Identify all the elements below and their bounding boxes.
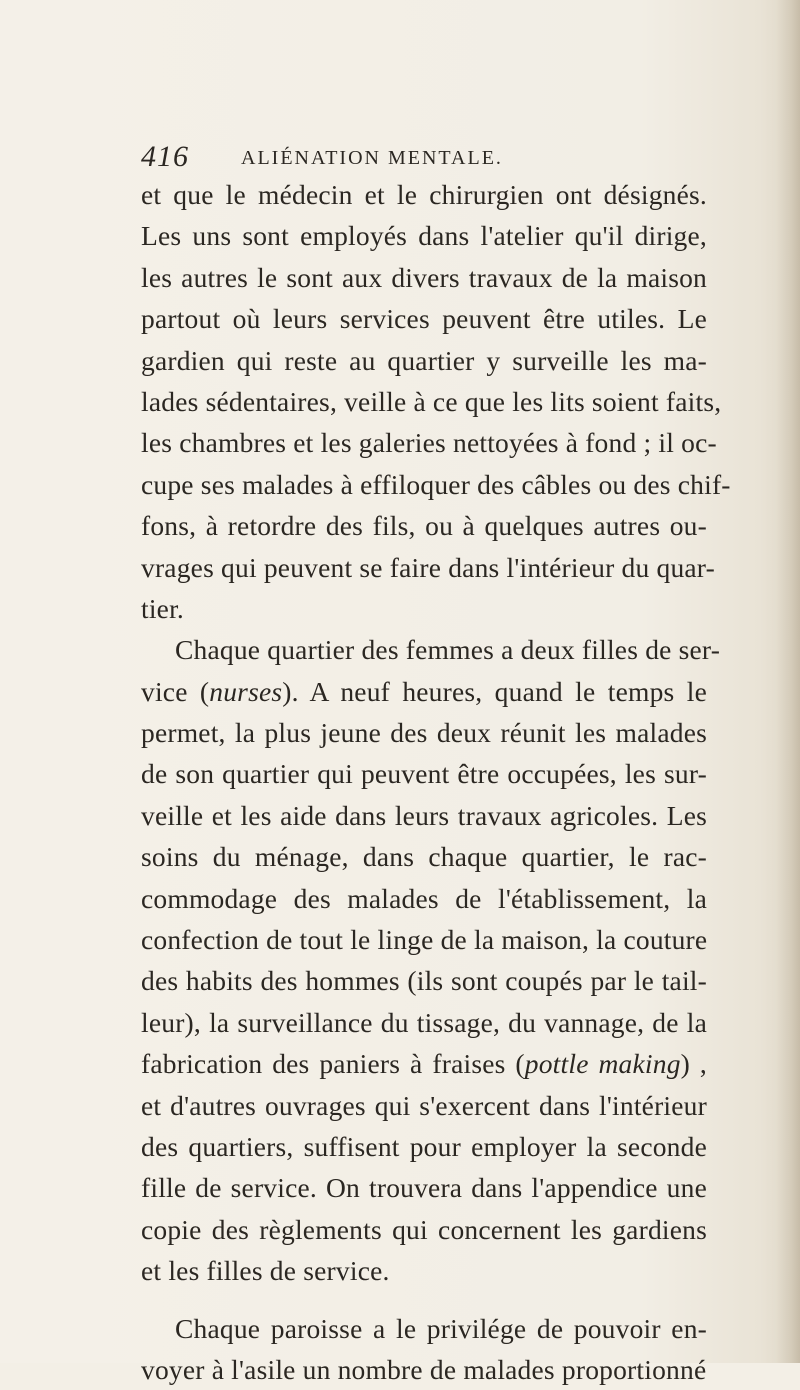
text-line: confection de tout le linge de la maison, la couture xyxy=(141,924,708,956)
text-line: lades sédentaires, veille à ce que les lits soient faits, xyxy=(141,385,722,417)
text-line: partout où leurs services peuvent être utiles. Le xyxy=(141,303,707,335)
body-text xyxy=(141,174,731,1390)
page-number: 416 xyxy=(141,140,189,173)
text-line: et d'autres ouvrages qui s'exercent dans l'intérieur xyxy=(141,1089,707,1121)
running-head xyxy=(141,139,701,179)
text-line: fille de service. On trouvera dans l'appendice une xyxy=(141,1172,707,1204)
paragraph-1 xyxy=(141,174,731,629)
page-edge-shadow xyxy=(776,0,800,1363)
text-line: vrages qui peuvent se faire dans l'intérieur du quar- xyxy=(141,551,715,583)
text-line: soins du ménage, dans chaque quartier, le rac- xyxy=(141,841,707,873)
text-line: voyer à l'asile un nombre de malades proportionné xyxy=(141,1353,707,1385)
text-line: les autres le sont aux divers travaux de la maison xyxy=(141,261,707,293)
text-line: gardien qui reste au quartier y surveille les ma- xyxy=(141,344,707,376)
text-line: copie des règlements qui concernent les gardiens xyxy=(141,1213,707,1245)
paragraph-3 xyxy=(141,1308,707,1390)
text-line: cupe ses malades à effiloquer des câbles ou des chif- xyxy=(141,468,731,500)
paragraph-2 xyxy=(141,629,721,1291)
text-line: fons, à retordre des fils, ou à quelques autres ou- xyxy=(141,510,707,542)
text-line: et les filles de service. xyxy=(141,1255,390,1287)
text-line: commodage des malades de l'établissement, la xyxy=(141,882,707,914)
text-line: et que le médecin et le chirurgien ont désignés. xyxy=(141,179,707,210)
text-line: Chaque paroisse a le privilége de pouvoir en- xyxy=(175,1312,707,1344)
text-line: de son quartier qui peuvent être occupées, les sur- xyxy=(141,758,707,790)
paragraph-gap xyxy=(141,1292,707,1308)
text-line: fabrication des paniers à fraises (pottle making) , xyxy=(141,1048,707,1080)
text-line: permet, la plus jeune des deux réunit les malades xyxy=(141,717,707,749)
text-line: Les uns sont employés dans l'atelier qu'il dirige, xyxy=(141,220,707,252)
text-line: vice (nurses). A neuf heures, quand le temps le xyxy=(141,675,707,707)
text-line: des quartiers, suffisent pour employer la seconde xyxy=(141,1130,707,1162)
text-line: leur), la surveillance du tissage, du vannage, de la xyxy=(141,1006,707,1038)
text-line: veille et les aide dans leurs travaux agricoles. Les xyxy=(141,799,707,831)
text-line: Chaque quartier des femmes a deux filles de ser- xyxy=(175,634,721,666)
text-line: des habits des hommes (ils sont coupés par le tail- xyxy=(141,965,707,997)
text-line: les chambres et les galeries nettoyées à fond ; il oc- xyxy=(141,427,717,459)
running-title: ALIÉNATION MENTALE. xyxy=(241,147,503,169)
text-line: tier. xyxy=(141,592,185,624)
